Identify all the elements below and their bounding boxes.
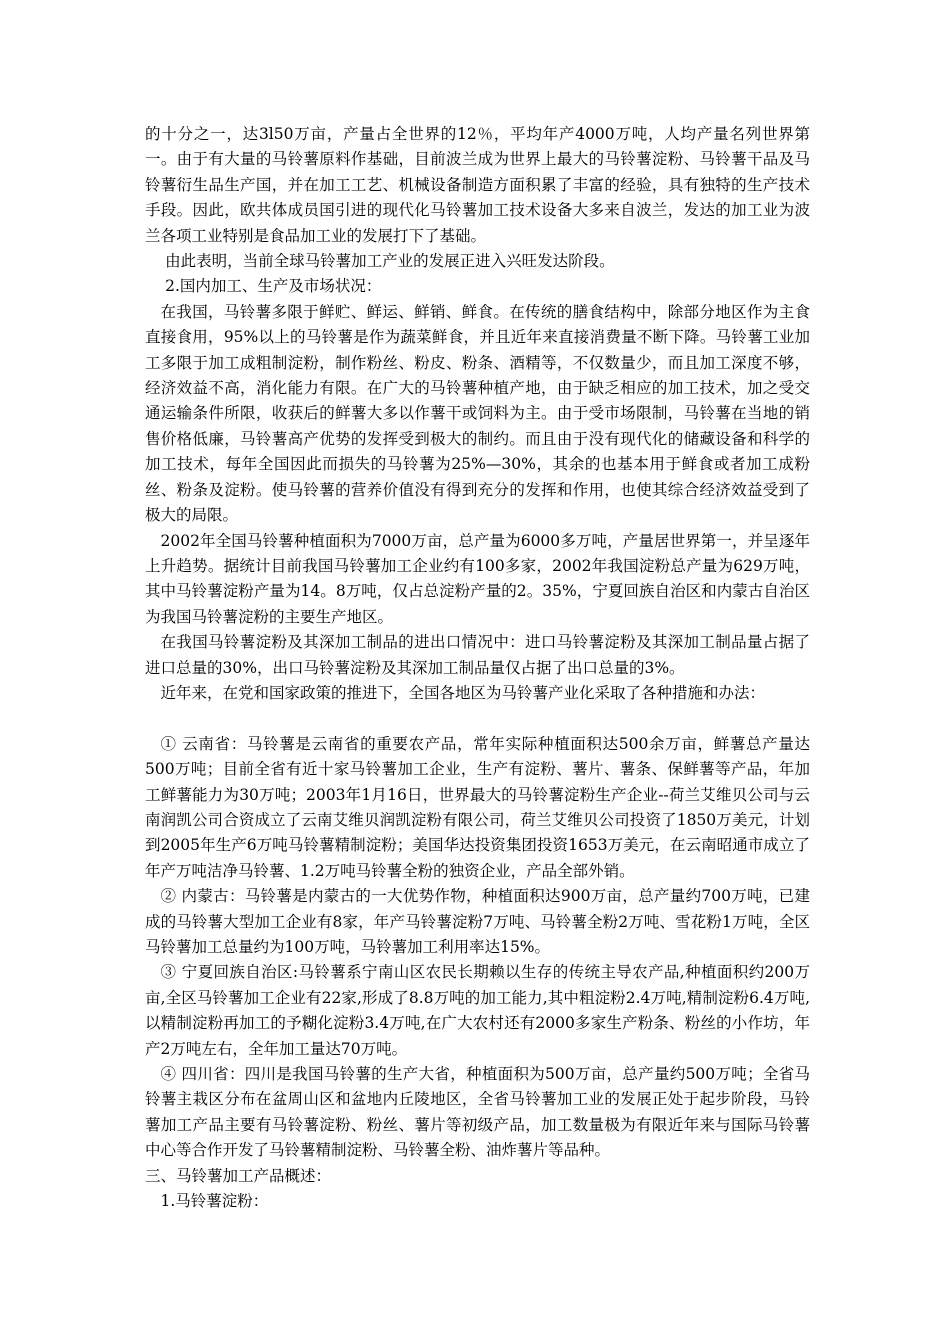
- paragraph-domestic-status: 在我国，马铃薯多限于鲜贮、鲜运、鲜销、鲜食。在传统的膳食结构中，除部分地区作为主食直接食用，95%以上的马铃薯是作为蔬菜鲜食，并且近年来直接消费量不断下降。马铃薯工业加工多限于加工成粗制淀粉，制作粉丝、粉皮、粉条、酒精等，不仅数量少，而且加工深度不够，经济效益不高，消化能力有限。在广大的马铃薯种植产地，由于缺乏相应的加工技术，加之受交通运输条件所限，收获后的鲜薯大多以作薯干或饲料为主。由于受市场限制，马铃薯在当地的销售价格低廉，马铃薯高产优势的发挥受到极大的制约。而且由于没有现代化的储藏设备和科学的加工技术，每年全国因此而损失的马铃薯为25%—30%，其余的也基本用于鲜食或者加工成粉丝、粉条及淀粉。使马铃薯的营养价值没有得到充分的发挥和作用，也使其综合经济效益受到了极大的局限。: [145, 302, 810, 525]
- list-item-sichuan: ④ 四川省：四川是我国马铃薯的生产大省，种植面积为500万亩，总产量约500万吨；全省马铃薯主栽区分布在盆周山区和盆地内丘陵地区，全省马铃薯加工业的发展正处于起步阶段，马铃薯加工产品主要有马铃薯淀粉、粉丝、薯片等初级产品，加工数量极为有限近年来与国际马铃薯中心等合作开发了马铃薯精制淀粉、马铃薯全粉、油炸薯片等品种。: [145, 1065, 810, 1160]
- paragraph-policy-measures: 近年来，在党和国家政策的推进下，全国各地区为马铃薯产业化采取了各种措施和办法：: [160, 683, 766, 702]
- document-body: [145, 122, 810, 1214]
- paragraph-import-export: 在我国马铃薯淀粉及其深加工制品的进出口情况中：进口马铃薯淀粉及其深加工制品量占据了进口总量的30%，出口马铃薯淀粉及其深加工制品量仅占据了出口总量的3%。: [145, 633, 810, 677]
- list-item-ningxia: ③ 宁夏回族自治区:马铃薯系宁南山区农民长期赖以生存的传统主导农产品,种植面积约200万亩,全区马铃薯加工企业有22家,形成了8.8万吨的加工能力,其中粗淀粉2.4万吨,精制淀粉6.4万吨,以精制淀粉再加工的予糊化淀粉3.4万吨,在广大农村还有2000多家生产粉条、粉丝的小作坊，年产2万吨左右，全年加工量达70万吨。: [145, 963, 810, 1058]
- section-heading-domestic: 2.国内加工、生产及市场状况：: [165, 277, 382, 296]
- list-item-yunnan: ① 云南省：马铃薯是云南省的重要农产品，常年实际种植面积达500余万亩，鲜薯总产量达500万吨；目前全省有近十家马铃薯加工企业，生产有淀粉、薯片、薯条、保鲜薯等产品，年加工鲜薯能力为30万吨；2003年1月16日，世界最大的马铃薯淀粉生产企业--荷兰艾维贝公司与云南润凯公司合资成立了云南艾维贝润凯淀粉有限公司，荷兰艾维贝公司投资了1850万美元，计划到2005年生产6万吨马铃薯精制淀粉；美国华达投资集团投资1653万美元，在云南昭通市成立了年产万吨洁净马铃薯、1.2万吨马铃薯全粉的独资企业，产品全部外销。: [145, 734, 810, 880]
- paragraph-global-summary: 由此表明，当前全球马铃薯加工产业的发展正进入兴旺发达阶段。: [165, 252, 615, 271]
- list-item-inner-mongolia: ② 内蒙古：马铃薯是内蒙古的一大优势作物，种植面积达900万亩，总产量约700万吨，已建成的马铃薯大型加工企业有8家，年产马铃薯淀粉7万吨、马铃薯全粉2万吨、雪花粉1万吨，全区马铃薯加工总量约为100万吨，马铃薯加工利用率达15%。: [145, 887, 810, 956]
- paragraph-poland-continued: 的十分之一，达3l50万亩，产量占全世界的12％，平均年产4000万吨，人均产量名列世界第一。由于有大量的马铃薯原料作基础，目前波兰成为世界上最大的马铃薯淀粉、马铃薯干品及马铃薯衍生品生产国，并在加工工艺、机械设备制造方面积累了丰富的经验，具有独特的生产技术手段。因此，欧共体成员国引进的现代化马铃薯加工技术设备大多来自波兰，发达的加工业为波兰各项工业特别是食品加工业的发展打下了基础。: [145, 125, 810, 245]
- subsection-heading-starch: 1.马铃薯淀粉：: [160, 1192, 269, 1211]
- section-heading-products: 三、马铃薯加工产品概述：: [145, 1166, 332, 1185]
- blank-line: [145, 706, 810, 731]
- paragraph-2002-statistics: 2002年全国马铃薯种植面积为7000万亩，总产量为6000多万吨，产量居世界第一，并呈逐年上升趋势。据统计目前我国马铃薯加工企业约有100多家，2002年我国淀粉总产量为629万吨，其中马铃薯淀粉产量为14。8万吨，仅占总淀粉产量的2。35%，宁夏回族自治区和内蒙古自治区为我国马铃薯淀粉的主要生产地区。: [145, 531, 810, 626]
